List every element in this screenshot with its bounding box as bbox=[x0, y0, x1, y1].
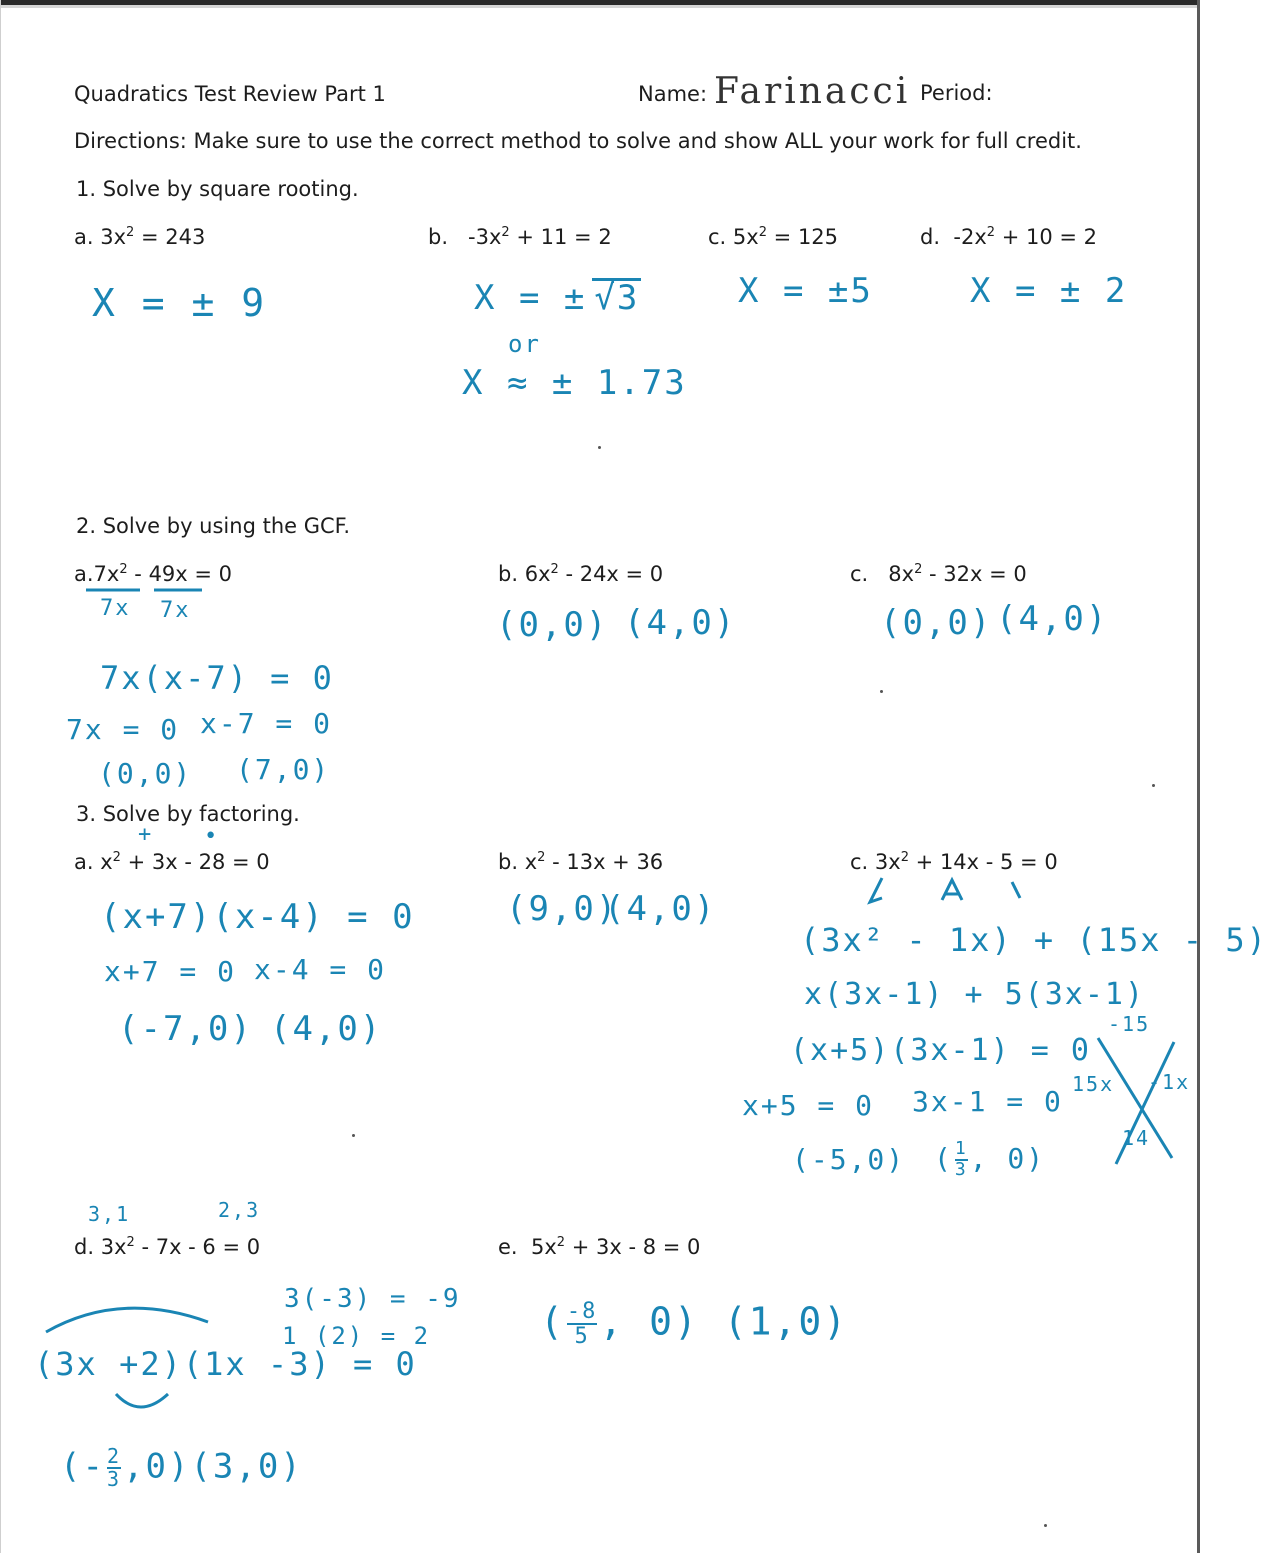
problem-label: d. bbox=[74, 1235, 95, 1259]
work-3c-grouping: (3x² - 1x) + (15x - 5) bbox=[800, 921, 1268, 959]
dot-mark: • bbox=[204, 824, 220, 849]
fraction bbox=[955, 1140, 968, 1180]
work-3c-zero1: x+5 = 0 bbox=[742, 1089, 875, 1122]
student-name-handwritten: Farinacci bbox=[714, 71, 911, 112]
answer-1a: X = ± 9 bbox=[92, 281, 267, 325]
problem-label: b. bbox=[498, 562, 519, 586]
denominator: 5 bbox=[574, 1324, 590, 1350]
numerator: 2 bbox=[106, 1444, 121, 1468]
problem-1b bbox=[428, 227, 612, 248]
side-work-1: 3(-3) = -9 bbox=[284, 1284, 461, 1314]
problem-3e bbox=[498, 1237, 700, 1258]
problem-label: a. bbox=[74, 850, 94, 874]
equation-rest: = 125 bbox=[767, 225, 839, 249]
worksheet-title: Quadratics Test Review Part 1 bbox=[74, 82, 386, 106]
answer-1d: X = ± 2 bbox=[970, 271, 1128, 311]
divisor-2: 7x bbox=[160, 598, 191, 623]
problem-label: d. bbox=[920, 225, 941, 249]
equation-base: 5x bbox=[732, 225, 759, 249]
exponent: 2 bbox=[986, 225, 996, 240]
problem-label: b. bbox=[428, 225, 449, 249]
equation-rest: - 7x - 6 = 0 bbox=[134, 1235, 261, 1259]
problem-3c bbox=[850, 852, 1058, 873]
problem-label: a. bbox=[74, 562, 94, 586]
paren: (- bbox=[60, 1446, 105, 1487]
answer-3b-1: (9,0) bbox=[506, 889, 619, 929]
answer-3d bbox=[60, 1446, 303, 1490]
exponent: 2 bbox=[119, 562, 128, 577]
fraction bbox=[107, 1446, 121, 1490]
section2-heading: 2. Solve by using the GCF. bbox=[76, 514, 351, 538]
section3-heading: 3. Solve by factoring. bbox=[76, 802, 300, 826]
problem-3a bbox=[74, 852, 270, 873]
equation-base: 8x bbox=[888, 562, 915, 586]
answer-2a-2: (7,0) bbox=[236, 753, 331, 786]
note-3d-1: 3,1 bbox=[88, 1202, 131, 1226]
side-work-2: 1 (2) = 2 bbox=[282, 1322, 431, 1350]
scan-speck bbox=[1152, 784, 1155, 787]
numerator: -8 bbox=[566, 1299, 598, 1324]
work-3c-factor: x(3x-1) + 5(3x-1) bbox=[804, 977, 1146, 1012]
name-label: Name: bbox=[638, 82, 708, 106]
scan-speck bbox=[1044, 1524, 1047, 1527]
answer-3e bbox=[540, 1300, 848, 1348]
exponent: 2 bbox=[914, 562, 923, 577]
underline-marks bbox=[84, 586, 204, 594]
note-3d-2: 2,3 bbox=[218, 1198, 261, 1222]
answer-1b-approx: X ≈ ± 1.73 bbox=[462, 363, 687, 403]
problem-1a bbox=[74, 227, 205, 248]
paren: ( bbox=[934, 1141, 953, 1175]
answer-1b-or: or bbox=[508, 330, 541, 358]
problem-label: c. bbox=[850, 562, 869, 586]
answer-2c-2: (4,0) bbox=[996, 599, 1109, 639]
answer-3a-2: (4,0) bbox=[270, 1009, 383, 1049]
problem-label: e. bbox=[498, 1235, 518, 1259]
problem-3d bbox=[74, 1237, 260, 1258]
equation-rest: + 11 = 2 bbox=[509, 225, 612, 249]
equation-base: x bbox=[524, 850, 538, 874]
equation-mid: - bbox=[127, 562, 149, 586]
radicand: 3 bbox=[616, 278, 640, 318]
equation-rest: + 3x - 28 = 0 bbox=[120, 850, 270, 874]
equation-rest: - 32x = 0 bbox=[922, 562, 1027, 586]
scan-speck bbox=[880, 690, 883, 693]
work-3c-factored: (x+5)(3x-1) = 0 bbox=[790, 1033, 1091, 1068]
paren: ( bbox=[540, 1299, 565, 1344]
problem-label: c. bbox=[708, 225, 727, 249]
work-2a-factored: 7x(x-7) = 0 bbox=[100, 659, 334, 697]
equation-base: 3x bbox=[100, 1235, 127, 1259]
answer-2b-1: (0,0) bbox=[496, 605, 609, 645]
work-3d-factored: (3x +2)(1x -3) = 0 bbox=[34, 1345, 417, 1383]
fraction bbox=[567, 1300, 598, 1348]
problem-2b bbox=[498, 564, 663, 585]
equation-term2: 49x bbox=[148, 562, 188, 586]
scan-shadow-top bbox=[0, 5, 1200, 8]
exponent: 2 bbox=[900, 850, 909, 865]
problem-1c bbox=[708, 227, 838, 248]
equation-base: 6x bbox=[524, 562, 551, 586]
equation-rest: = 243 bbox=[134, 225, 206, 249]
problem-1d bbox=[920, 227, 1097, 248]
equation-rest: - 24x = 0 bbox=[558, 562, 664, 586]
problem-label: b. bbox=[498, 850, 519, 874]
paren-close: , 0) (1,0) bbox=[599, 1299, 849, 1344]
work-3a-zero1: x+7 = 0 bbox=[104, 955, 237, 988]
answer-3c-2 bbox=[934, 1140, 1045, 1180]
exponent: 2 bbox=[537, 850, 546, 865]
denominator: 3 bbox=[106, 1467, 121, 1491]
exponent: 2 bbox=[126, 225, 135, 240]
directions: Directions: Make sure to use the correct method to solve and show ALL your work for full credit. bbox=[74, 129, 1082, 153]
section1-heading: 1. Solve by square rooting. bbox=[76, 177, 359, 201]
answer-1b bbox=[474, 278, 641, 318]
problem-2c bbox=[850, 564, 1027, 585]
paren-close: ,0)(3,0) bbox=[123, 1446, 303, 1487]
problem-label: c. bbox=[850, 850, 869, 874]
answer-2a-1: (0,0) bbox=[98, 757, 193, 790]
x-diagram-right: -1x bbox=[1148, 1070, 1191, 1094]
denominator: 3 bbox=[954, 1158, 968, 1180]
work-2a-zero2: x-7 = 0 bbox=[200, 707, 333, 740]
equation-rest: = 0 bbox=[187, 562, 233, 586]
paren-close: , 0) bbox=[969, 1141, 1046, 1175]
answer-3a-1: (-7,0) bbox=[118, 1009, 253, 1049]
answer-2b-2: (4,0) bbox=[624, 603, 737, 643]
equation-rest: - 13x + 36 bbox=[545, 850, 664, 874]
plus-mark: + bbox=[138, 822, 154, 847]
work-3a-zero2: x-4 = 0 bbox=[254, 953, 387, 986]
work-3a-factored: (x+7)(x-4) = 0 bbox=[100, 897, 415, 937]
x-diagram-bottom: 14 bbox=[1122, 1126, 1151, 1150]
answer-3b-2: (4,0) bbox=[604, 889, 717, 929]
exponent: 2 bbox=[112, 850, 121, 865]
radical-icon: √3 bbox=[594, 278, 640, 318]
divisor-1: 7x bbox=[100, 596, 131, 621]
exponent: 2 bbox=[501, 225, 510, 240]
exponent: 2 bbox=[550, 562, 559, 577]
problem-2a bbox=[74, 564, 232, 585]
x-diagram-top: -15 bbox=[1108, 1012, 1151, 1036]
equation-base: 3x bbox=[100, 225, 127, 249]
equation-term1: 7x bbox=[93, 562, 120, 586]
scan-speck bbox=[598, 446, 601, 449]
problem-3b bbox=[498, 852, 663, 873]
period-label: Period: bbox=[920, 81, 993, 105]
equation-rest: + 3x - 8 = 0 bbox=[565, 1235, 701, 1259]
equation-rest: + 14x - 5 = 0 bbox=[909, 850, 1058, 874]
equation-base: 3x bbox=[874, 850, 901, 874]
scan-speck bbox=[352, 1134, 355, 1137]
exponent: 2 bbox=[126, 1235, 135, 1250]
problem-label: a. bbox=[74, 225, 94, 249]
scan-border-left bbox=[0, 0, 1, 1553]
exponent: 2 bbox=[556, 1235, 566, 1250]
equation-base: 5x bbox=[530, 1235, 557, 1259]
equation-base: -3x bbox=[468, 225, 502, 249]
work-3c-zero2: 3x-1 = 0 bbox=[912, 1085, 1063, 1118]
answer-2c-1: (0,0) bbox=[880, 603, 993, 643]
answer-1c: X = ±5 bbox=[738, 271, 873, 311]
work-2a-zero1: 7x = 0 bbox=[66, 713, 180, 746]
equation-base: -2x bbox=[953, 225, 987, 249]
answer-prefix: X = ± bbox=[474, 278, 587, 318]
scan-border-right bbox=[1197, 0, 1200, 1553]
exponent: 2 bbox=[758, 225, 767, 240]
numerator: 1 bbox=[954, 1138, 968, 1159]
equation-rest: + 10 = 2 bbox=[995, 225, 1098, 249]
answer-3c-1: (-5,0) bbox=[792, 1143, 906, 1176]
x-diagram-left: 15x bbox=[1072, 1072, 1115, 1096]
checkmark-icons bbox=[860, 874, 1030, 914]
equation-base: x bbox=[100, 850, 113, 874]
